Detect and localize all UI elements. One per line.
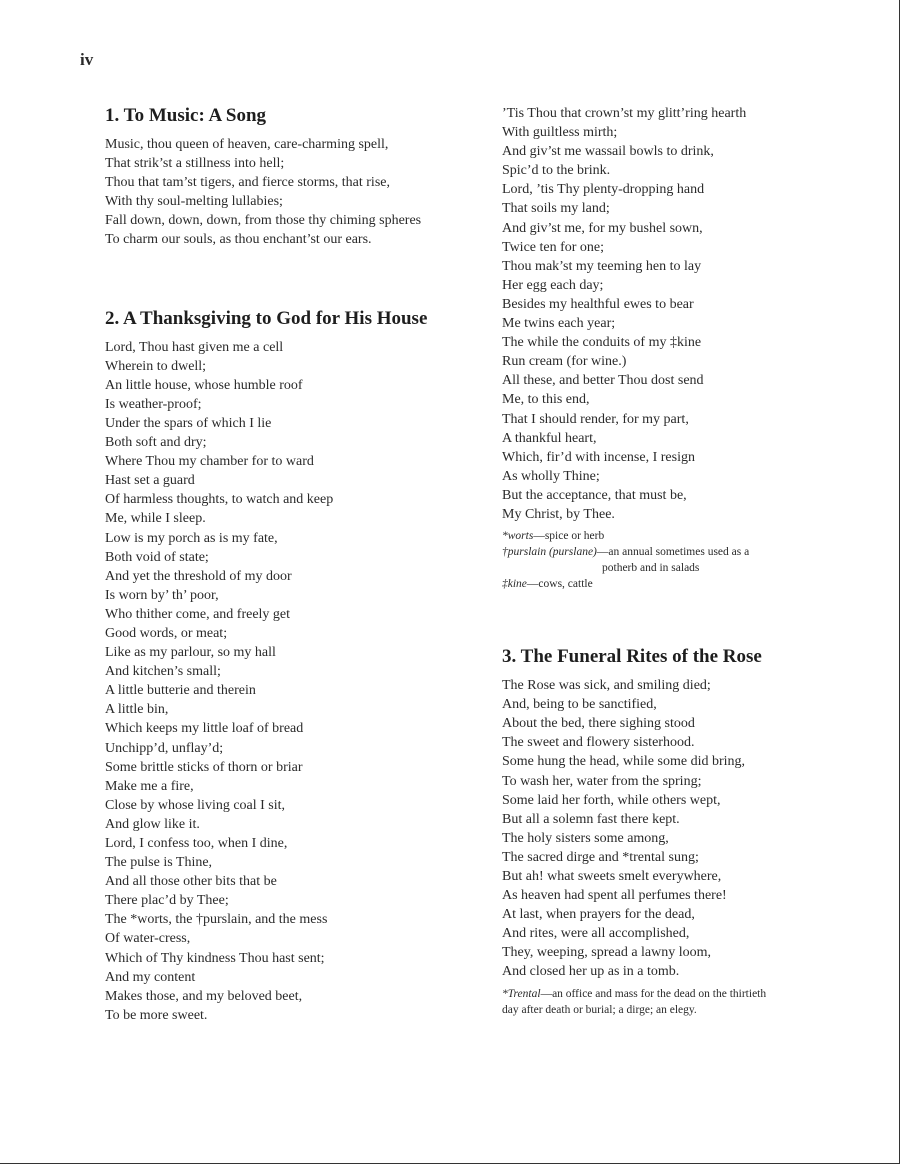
footnote-term: ‡kine [502, 578, 527, 591]
footnote [502, 986, 862, 1002]
poem-line: To be more sweet. [105, 1007, 208, 1023]
poem-line: All these, and better Thou dost send [502, 373, 704, 389]
poem-title: 1. To Music: A Song [105, 105, 267, 126]
poem-line: Music, thou queen of heaven, care-charming spell, [105, 137, 389, 152]
poem-line: They, weeping, spread a lawny loom, [502, 945, 712, 961]
footnote-definition: —spice or herb [533, 530, 605, 543]
poem-line: Me, to this end, [502, 392, 590, 408]
poem-line: Close by whose living coal I sit, [105, 797, 286, 813]
poem-line: At last, when prayers for the dead, [502, 907, 695, 923]
poem-line: And kitchen’s small; [105, 664, 221, 680]
poem-line: And, being to be sanctified, [502, 697, 657, 713]
poem-line: Her egg each day; [502, 277, 604, 293]
poem-line: With guiltless mirth; [502, 125, 618, 141]
footnotes [502, 528, 862, 592]
poem-line: Like as my parlour, so my hall [105, 645, 276, 661]
poem-line: And rites, were all accomplished, [502, 926, 690, 942]
poem-line: Of water-cress, [105, 931, 191, 947]
poem-line: Spic’d to the brink. [502, 163, 611, 179]
right-column [502, 104, 862, 1018]
poem-line: But all a solemn fast there kept. [502, 811, 680, 827]
poem-funeral-rites [502, 644, 862, 1018]
poem-line: The *worts, the †purslain, and the mess [105, 912, 328, 928]
poem-line: Makes those, and my beloved beet, [105, 988, 303, 1004]
poem-line: And giv’st me, for my bushel sown, [502, 220, 703, 236]
poem-line: And giv’st me wassail bowls to drink, [502, 144, 714, 160]
footnote-definition: —an annual sometimes used as a [596, 546, 750, 559]
poem-line: Both void of state; [105, 549, 209, 565]
poem-line: Lord, ’tis Thy plenty-dropping hand [502, 182, 705, 198]
poem-line: There plac’d by Thee; [105, 893, 229, 909]
poem-line: A little bin, [105, 702, 169, 718]
footnote-continuation: potherb and in salads [602, 562, 700, 575]
poem-line: That I should render, for my part, [502, 411, 689, 427]
poem-line: Some laid her forth, while others wept, [502, 792, 721, 808]
poem-line: A little butterie and therein [105, 683, 256, 699]
footnote-term: *Trental [502, 987, 541, 1000]
poem-line: Me, while I sleep. [105, 511, 206, 527]
left-column [105, 103, 475, 1025]
footnote-term: *worts [502, 530, 534, 543]
footnotes [502, 986, 862, 1018]
poem-line: An little house, whose humble roof [105, 377, 303, 393]
poem-line: The sacred dirge and *trental sung; [502, 849, 699, 865]
poem-title: 2. A Thanksgiving to God for His House [105, 307, 428, 329]
poem-lines [105, 135, 475, 250]
poem-line: Which keeps my little loaf of bread [105, 721, 304, 737]
poem-line: That strik’st a stillness into hell; [105, 156, 285, 172]
poem-thanksgiving-continued [502, 104, 862, 592]
poem-lines [502, 104, 862, 524]
poem-line: Lord, Thou hast given me a cell [105, 339, 284, 355]
poem-line: A thankful heart, [502, 430, 597, 446]
poem-line: Which of Thy kindness Thou hast sent; [105, 950, 325, 966]
poem-line: The sweet and flowery sisterhood. [502, 735, 695, 751]
poem-line: And closed her up as in a tomb. [502, 964, 680, 980]
poem-line: ’Tis Thou that crown’st my glitt’ring hearth [502, 106, 747, 121]
poem-line: Twice ten for one; [502, 239, 605, 255]
poem-line: Some brittle sticks of thorn or briar [105, 759, 303, 775]
poem-line: Wherein to dwell; [105, 358, 207, 374]
poem-line: Is worn by’ th’ poor, [105, 587, 219, 603]
poem-line: And all those other bits that be [105, 874, 277, 890]
poem-line: Thou that tam’st tigers, and fierce storms, that rise, [105, 175, 390, 191]
poem-line: Besides my healthful ewes to bear [502, 296, 694, 312]
poem-line: My Christ, by Thee. [502, 506, 615, 522]
poem-line: About the bed, there sighing stood [502, 716, 695, 732]
footnote [502, 544, 862, 560]
poem-to-music [105, 103, 475, 250]
poem-line: Low is my porch as is my fate, [105, 530, 278, 546]
poem-line: That soils my land; [502, 201, 610, 217]
poem-line: And glow like it. [105, 816, 200, 832]
poem-line: Both soft and dry; [105, 435, 207, 451]
poem-line: Me twins each year; [502, 316, 616, 332]
poem-line: But ah! what sweets smelt everywhere, [502, 869, 722, 884]
poem-line: And my content [105, 969, 196, 985]
poem-line: Which, fir’d with incense, I resign [502, 449, 695, 465]
poem-line: Where Thou my chamber for to ward [105, 454, 314, 470]
poem-line: Hast set a guard [105, 473, 195, 489]
poem-line: With thy soul-melting lullabies; [105, 194, 283, 210]
poem-line: To charm our souls, as thou enchant’st our ears. [105, 232, 372, 248]
poem-line: Lord, I confess too, when I dine, [105, 836, 288, 851]
poem-line: But the acceptance, that must be, [502, 487, 687, 503]
poem-line: Under the spars of which I lie [105, 415, 272, 431]
poem-line: Some hung the head, while some did bring, [502, 754, 746, 770]
poem-line: Run cream (for wine.) [502, 354, 627, 370]
poem-line: And yet the threshold of my door [105, 568, 292, 584]
poem-line: The Rose was sick, and smiling died; [502, 678, 711, 694]
footnote [502, 528, 862, 544]
footnote-term: †purslain (purslane) [502, 546, 597, 559]
poem-line: Who thither come, and freely get [105, 606, 291, 622]
poem-line: Fall down, down, down, from those thy chiming spheres [105, 213, 422, 229]
poem-thanksgiving [105, 306, 475, 1025]
footnote-definition: —cows, cattle [526, 578, 593, 591]
footnote [502, 576, 862, 592]
poem-line: As heaven had spent all perfumes there! [502, 888, 727, 904]
poem-lines [105, 338, 475, 1025]
poem-line: Thou mak’st my teeming hen to lay [502, 258, 702, 274]
poem-line: To wash her, water from the spring; [502, 773, 702, 789]
poem-line: The holy sisters some among, [502, 830, 669, 846]
footnote-continuation: day after death or burial; a dirge; an elegy. [502, 1003, 697, 1016]
poem-lines [502, 676, 862, 982]
poem-line: Make me a fire, [105, 778, 194, 794]
poem-line: The pulse is Thine, [105, 855, 213, 871]
poem-line: Is weather-proof; [105, 396, 202, 412]
poem-line: Good words, or meat; [105, 625, 228, 641]
footnote-definition: —an office and mass for the dead on the thirtieth [540, 987, 767, 1000]
poem-line: Unchipp’d, unflay’d; [105, 740, 224, 756]
poem-line: Of harmless thoughts, to watch and keep [105, 492, 334, 508]
poem-line: As wholly Thine; [502, 468, 600, 484]
poem-line: The while the conduits of my ‡kine [502, 335, 702, 351]
page-number: iv [80, 50, 94, 69]
poem-title: 3. The Funeral Rites of the Rose [502, 646, 762, 668]
